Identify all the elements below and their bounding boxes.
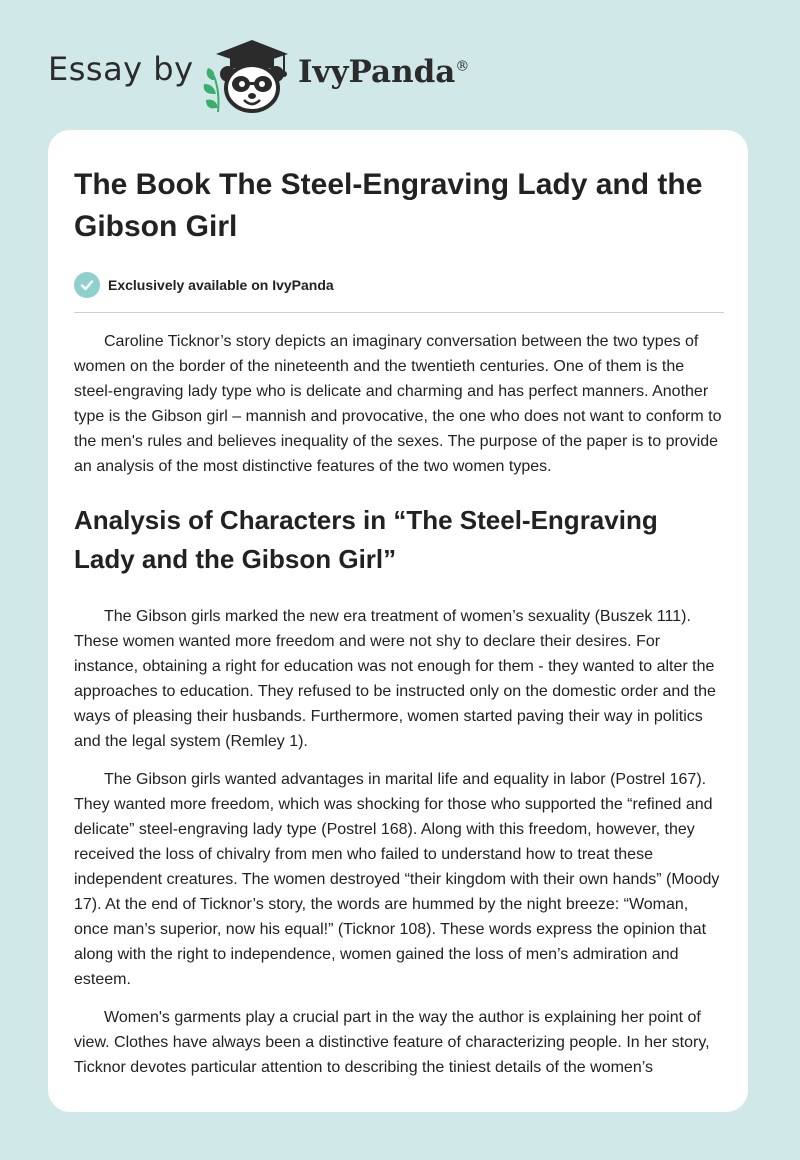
article-card <box>48 130 748 1112</box>
panda-logo-icon[interactable] <box>200 36 296 114</box>
body-paragraph: Women's garments play a crucial part in the way the author is explaining her point of view. Clothes have always been a distinctive feature of characterizing people. In her story, Ticknor devotes particular attention to describing the tiniest details of the women’s <box>74 1009 710 1076</box>
check-circle-icon <box>74 272 100 298</box>
brand-prefix: Essay by <box>48 50 194 88</box>
registered-mark: ® <box>455 58 470 75</box>
brand-name[interactable]: IvyPanda® <box>298 54 470 90</box>
body-paragraph: The Gibson girls marked the new era treatment of women’s sexuality (Buszek 111). These women wanted more freedom and were not shy to declare their desires. For instance, obtaining a right for education was not enough for them - they wanted to alter the approaches to education. They refused to be instructed only on the domestic order and the ways of pleasing their husbands. Furthermore, women started paving their way in politics and the legal system (Remley 1). <box>74 608 716 750</box>
divider <box>74 312 724 313</box>
article-title: The Book The Steel-Engraving Lady and the Gibson Girl <box>74 168 703 243</box>
body-paragraph: The Gibson girls wanted advantages in marital life and equality in labor (Postrel 167). They wanted more freedom, which was shocking for those who supported the “refined and delicate” steel-engraving lady type (Postrel 168). Along with this freedom, however, they received the loss of chivalry from men who failed to understand how to treat these independent creatures. The women destroyed “their kingdom with their own hands” (Moody 17). At the end of Ticknor’s story, the words are hummed by the night breeze: “Woman, once man’s superior, now his equal!” (Ticknor 108). These words express the opinion that along with the right to independence, women gained the loss of men’s admiration and esteem. <box>74 771 720 988</box>
exclusive-badge <box>74 272 724 298</box>
intro-paragraph: Caroline Ticknor’s story depicts an imaginary conversation between the two types of women on the border of the nineteenth and the twentieth centuries. One of them is the steel-engraving lady type who is delicate and charming and has perfect manners. Another type is the Gibson girl – mannish and provocative, the one who does not want to conform to the men's rules and believes inequality of the sexes. The purpose of the paper is to provide an analysis of the most distinctive features of the two women types. <box>74 333 722 475</box>
article-content <box>74 164 724 1080</box>
site-header <box>0 0 800 130</box>
badge-text: Exclusively available on IvyPanda <box>108 277 334 293</box>
section-heading: Analysis of Characters in “The Steel-Engraving Lady and the Gibson Girl” <box>74 505 658 574</box>
